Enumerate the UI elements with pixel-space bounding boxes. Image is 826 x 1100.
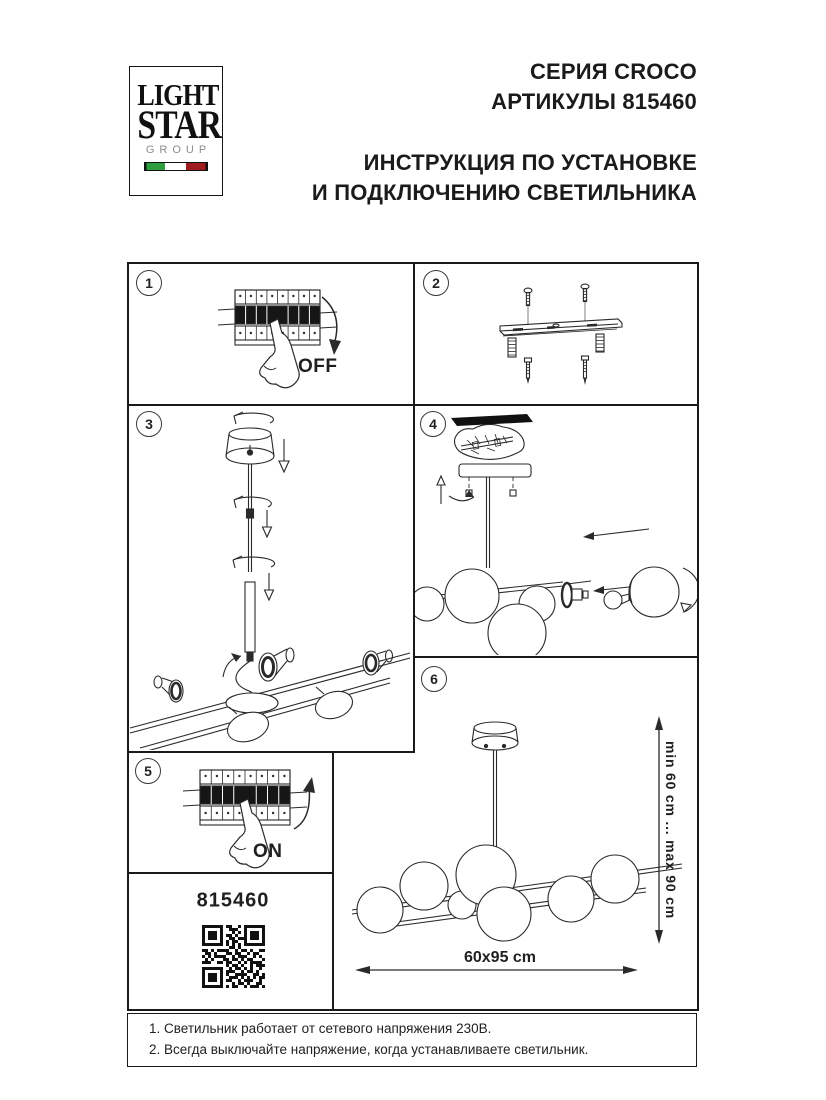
width-dimension-label: 60x95 cm (463, 949, 537, 966)
series-title: СЕРИЯ CROCO (529, 59, 697, 84)
title-block (312, 57, 697, 208)
footnotes-box (127, 1013, 697, 1067)
instruction-title-line1: ИНСТРУКЦИЯ ПО УСТАНОВКЕ (363, 150, 697, 175)
step3-badge: 3 (136, 411, 162, 437)
breaker-on-diagram (128, 753, 332, 871)
frame-bottom (127, 1009, 699, 1011)
on-label: ON (253, 841, 283, 862)
article-title: АРТИКУЛЫ 815460 (491, 89, 697, 114)
logo-word-star: STAR (137, 102, 222, 147)
step2-badge: 2 (423, 270, 449, 296)
logo-word-light: LIGHT (137, 77, 219, 112)
pointing-hand (260, 319, 300, 388)
logo-word-group: GROUP (145, 144, 212, 156)
article-number: 815460 (196, 889, 270, 912)
qr-code (202, 925, 265, 988)
instruction-title-line2: И ПОДКЛЮЧЕНИЮ СВЕТИЛЬНИКА (311, 180, 697, 205)
height-dimension-label: min 60 cm ... max 90 cm (663, 741, 679, 919)
breaker-off-diagram (128, 263, 413, 403)
globe-install-diagram (415, 406, 697, 655)
lightstar-logo (129, 66, 223, 196)
step6-badge: 6 (421, 666, 447, 692)
off-label: OFF (298, 356, 338, 377)
step4-badge: 4 (420, 411, 446, 437)
panel5-bottom (127, 872, 334, 874)
step1-badge: 1 (136, 270, 162, 296)
step5-badge: 5 (135, 758, 161, 784)
mounting-bracket-diagram (415, 263, 697, 403)
frame-right (697, 262, 699, 1010)
italian-flag-stripe (144, 162, 208, 171)
footnote-1: 1. Светильник работает от сетевого напряжения 230В. (149, 1021, 492, 1036)
footnote-2: 2. Всегда выключайте напряжение, когда устанавливаете светильник. (149, 1042, 589, 1057)
